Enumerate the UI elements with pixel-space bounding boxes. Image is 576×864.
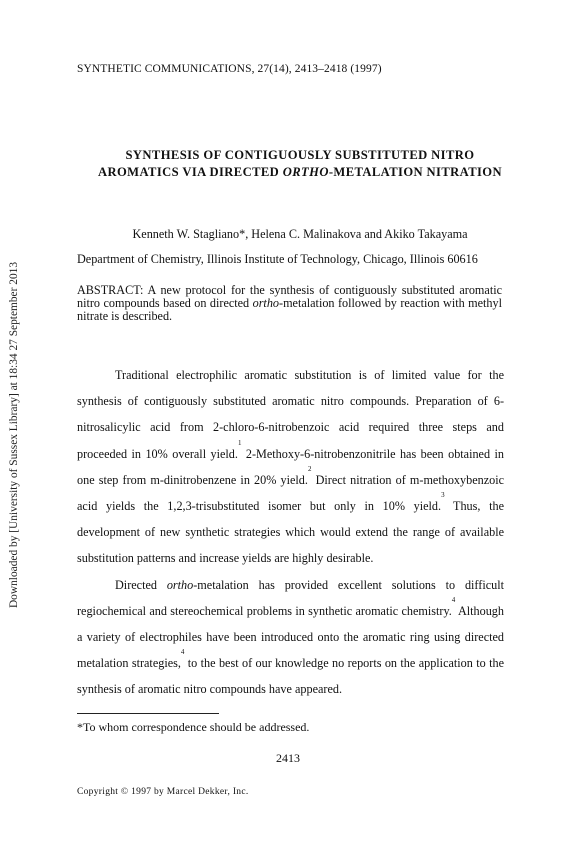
p2-text-a: Directed — [115, 577, 167, 592]
abstract-text-start: ABSTRACT: A new protocol for the synthesis of contiguously substituted aromatic nitro compounds based on directed — [77, 283, 502, 310]
p2-italic: ortho — [166, 577, 194, 592]
p1-text-a: Traditional electrophilic aromatic substitution is of limited value for the synthesis of contiguously substituted aromatic nitro compounds. Preparation of 6-nitrosalicylic acid from 2-chloro-6-nitrobenzoic acid required three steps and proceeded in 10% overall yield. — [77, 368, 504, 461]
journal-header: SYNTHETIC COMMUNICATIONS, 27(14), 2413–2418 (1997) — [77, 63, 382, 75]
p2-text-c: Although a variety of electrophiles have been introduced onto the aromatic ring using directed metalation strategies, — [77, 603, 504, 671]
title-line-2 — [60, 164, 540, 181]
affiliation: Department of Chemistry, Illinois Institute of Technology, Chicago, Illinois 60616 — [77, 252, 478, 266]
p2-text-b: -metalation has provided excellent solutions to difficult regiochemical and stereochemical problems in synthetic aromatic chemistry. — [77, 577, 504, 618]
article-title — [60, 147, 540, 181]
p1-text-c: Direct nitration of m-methoxybenzoic acid yields the 1,2,3-trisubstituted isomer but only in 10% yield. — [77, 472, 504, 514]
p2-text-d: to the best of our knowledge no reports on the application to the synthesis of aromatic nitro compounds have appeared. — [77, 656, 504, 697]
author-list: Kenneth W. Stagliano*, Helena C. Malinakova and Akiko Takayama — [132, 227, 468, 241]
abstract — [77, 284, 502, 322]
abstract-italic: ortho — [252, 295, 280, 310]
p1-text-d: Thus, the development of new synthetic strategies which would extend the range of available substitution patterns and increase yields are highly desirable. — [77, 499, 504, 566]
page-number: 2413 — [276, 751, 300, 765]
title-line-2-start: AROMATICS VIA DIRECTED — [98, 165, 283, 179]
citation-ref[interactable]: 2 — [307, 464, 312, 473]
footnote: *To whom correspondence should be addressed. — [77, 720, 310, 734]
download-notice-text: Downloaded by [University of Sussex Library] at 18:34 27 September 2013 — [8, 261, 20, 609]
citation-ref[interactable]: 4 — [180, 648, 185, 657]
citation-ref[interactable]: 3 — [441, 491, 445, 500]
title-line-1: SYNTHESIS OF CONTIGUOUSLY SUBSTITUTED NITRO — [125, 148, 475, 162]
body-text — [77, 362, 504, 703]
footnote-divider — [77, 713, 219, 714]
title-line-2-italic: ORTHO — [282, 165, 329, 179]
abstract-text-end: -metalation followed by reaction with methyl nitrate is described. — [77, 295, 502, 323]
citation-ref[interactable]: 1 — [237, 438, 242, 447]
p1-text-b: 2-Methoxy-6-nitrobenzonitrile has been obtained in one step from m-dinitrobenzene in 20% yield. — [77, 446, 504, 487]
paragraph-1 — [77, 362, 504, 572]
copyright-notice: Copyright © 1997 by Marcel Dekker, Inc. — [77, 787, 249, 797]
citation-ref[interactable]: 4 — [451, 595, 456, 604]
paragraph-2 — [77, 572, 504, 703]
title-line-2-end: -METALATION NITRATION — [328, 165, 502, 179]
